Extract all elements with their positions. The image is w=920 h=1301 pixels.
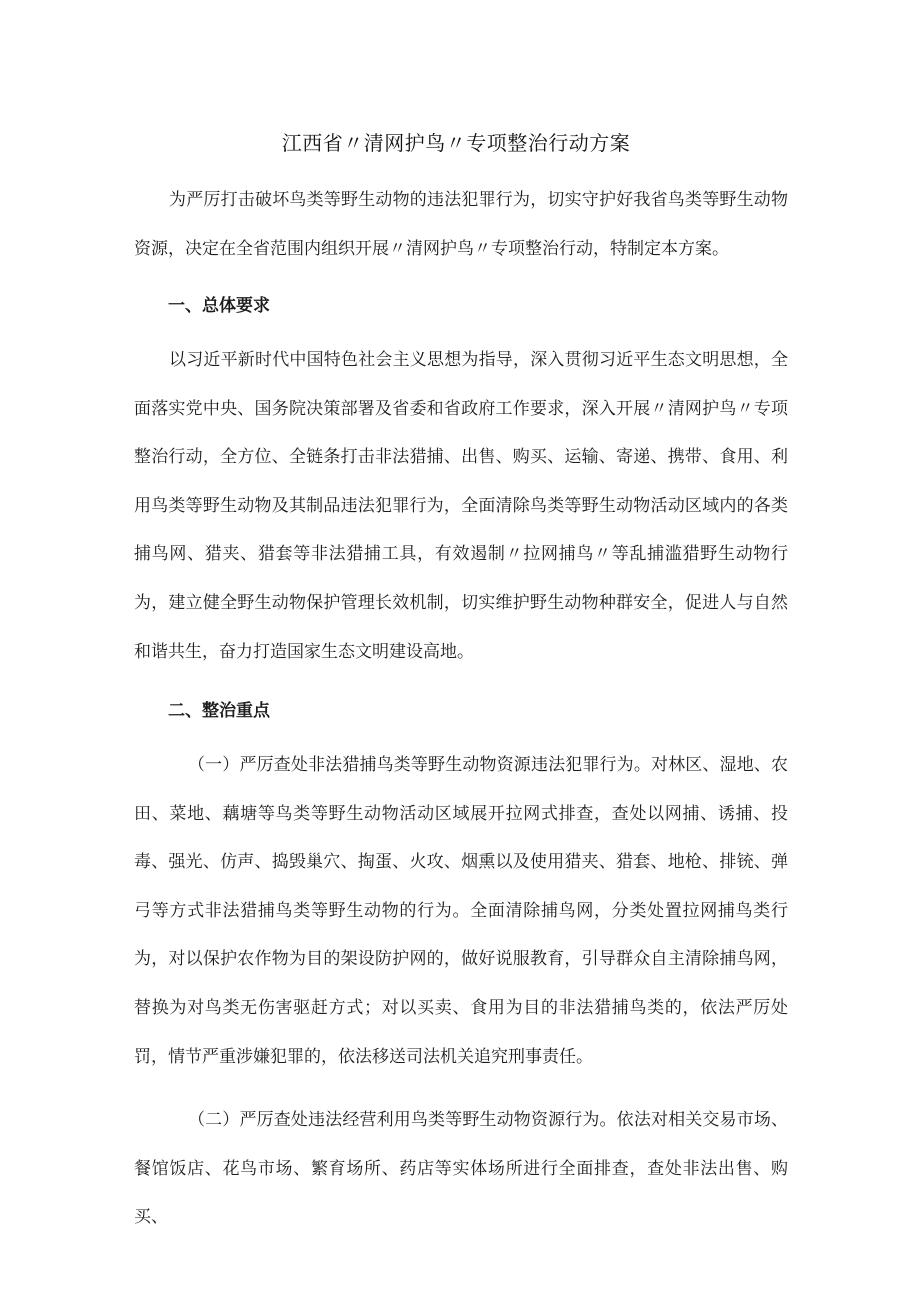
intro-paragraph: 为严厉打击破坏鸟类等野生动物的违法犯罪行为，切实守护好我省鸟类等野生动物资源，决定在全省范围内组织开展〃清网护鸟〃专项整治行动，特制定本方案。: [134, 190, 788, 259]
document-title: 江西省〃清网护鸟〃专项整治行动方案: [281, 131, 631, 155]
section-heading-general-requirements: 一、总体要求: [168, 296, 270, 316]
section-heading-key-points: 二、整治重点: [168, 701, 270, 721]
key-point-1-paragraph: （一）严厉查处非法猎捕鸟类等野生动物资源违法犯罪行为。对林区、湿地、农田、菜地、藕塘等鸟类等野生动物活动区域展开拉网式排查，查处以网捕、诱捕、投毒、强光、仿声、捣毁巢穴、掏蛋、火攻、烟熏以及使用猎夹、猎套、地枪、排铳、弹弓等方式非法猎捕鸟类等野生动物的行为。全面清除捕鸟网，分类处置拉网捕鸟类行为，对以保护农作物为目的架设防护网的，做好说服教育，引导群众自主清除捕鸟网，替换为对鸟类无伤害驱赶方式；对以买卖、食用为目的非法猎捕鸟类的，依法严厉处罚，情节严重涉嫌犯罪的，依法移送司法机关追究刑事责任。: [134, 755, 788, 1067]
general-requirements-paragraph: 以习近平新时代中国特色社会主义思想为指导，深入贯彻习近平生态文明思想，全面落实党中央、国务院决策部署及省委和省政府工作要求，深入开展〃清网护鸟〃专项整治行动，全方位、全链条打击非法猎捕、出售、购买、运输、寄递、携带、食用、利用鸟类等野生动物及其制品违法犯罪行为，全面清除鸟类等野生动物活动区域内的各类捕鸟网、猎夹、猎套等非法猎捕工具，有效遏制〃拉网捕鸟〃等乱捕滥猎野生动物行为，建立健全野生动物保护管理长效机制，切实维护野生动物种群安全，促进人与自然和谐共生，奋力打造国家生态文明建设高地。: [134, 350, 788, 662]
key-point-2-paragraph: （二）严厉查处违法经营利用鸟类等野生动物资源行为。依法对相关交易市场、餐馆饭店、花鸟市场、繁育场所、药店等实体场所进行全面排查，查处非法出售、购买、: [134, 1110, 788, 1228]
